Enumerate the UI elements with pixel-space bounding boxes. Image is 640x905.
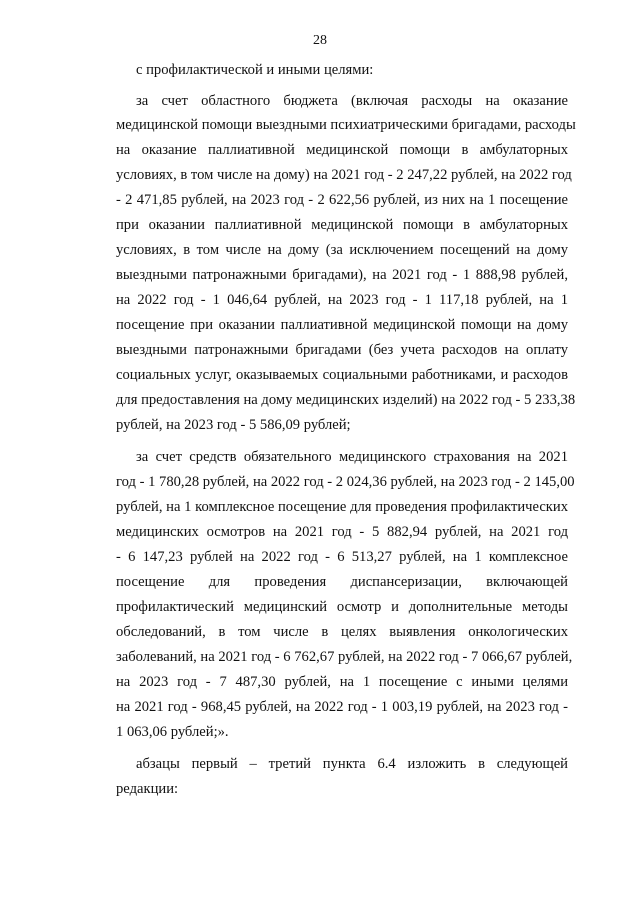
- text-line: с профилактической и иными целями:: [136, 62, 374, 78]
- text-line: на 2022 год - 1 046,64 рублей, на 2023 год - 1 117,18 рублей, на 1: [116, 292, 568, 308]
- text-line: - 6 147,23 рублей на 2022 год - 6 513,27 рублей, на 1 комплексное: [116, 549, 568, 565]
- text-line: социальных услуг, оказываемых социальными работниками, и расходов: [116, 367, 568, 383]
- text-line: профилактический медицинский осмотр и дополнительные методы: [116, 599, 568, 615]
- text-line: медицинских осмотров на 2021 год - 5 882,94 рублей, на 2021 год: [116, 524, 568, 540]
- text-line: рублей, на 2023 год - 5 586,09 рублей;: [116, 417, 351, 433]
- text-line: при оказании паллиативной медицинской помощи в амбулаторных: [116, 217, 568, 233]
- text-line: условиях, в том числе на дому (за исключением посещений на дому: [116, 242, 568, 258]
- text-line: посещение для проведения диспансеризации, включающей: [116, 574, 568, 590]
- page-number: 28: [313, 33, 327, 48]
- text-line: - 2 471,85 рублей, на 2023 год - 2 622,56 рублей, из них на 1 посещение: [116, 192, 568, 208]
- text-line: медицинской помощи выездными психиатрическими бригадами, расходы: [116, 117, 576, 133]
- text-line: посещение при оказании паллиативной медицинской помощи на дому: [116, 317, 568, 333]
- text-line: год - 1 780,28 рублей, на 2022 год - 2 024,36 рублей, на 2023 год - 2 145,00: [116, 474, 575, 490]
- text-line: на 2023 год - 7 487,30 рублей, на 1 посещение с иными целями: [116, 674, 568, 690]
- text-line: за счет областного бюджета (включая расходы на оказание: [136, 93, 568, 109]
- text-line: на 2021 год - 968,45 рублей, на 2022 год - 1 003,19 рублей, на 2023 год -: [116, 699, 568, 715]
- text-line: выездными патронажными бригадами), на 2021 год - 1 888,98 рублей,: [116, 267, 568, 283]
- text-line: на оказание паллиативной медицинской помощи в амбулаторных: [116, 142, 568, 158]
- text-line: редакции:: [116, 781, 179, 797]
- text-line: для предоставления на дому медицинских изделий) на 2022 год - 5 233,38: [116, 392, 576, 408]
- text-line: 1 063,06 рублей;».: [116, 724, 229, 740]
- text-line: обследований, в том числе в целях выявления онкологических: [116, 624, 568, 640]
- text-line: заболеваний, на 2021 год - 6 762,67 рублей, на 2022 год - 7 066,67 рублей,: [116, 649, 573, 665]
- text-line: за счет средств обязательного медицинского страхования на 2021: [136, 449, 568, 465]
- text-line: рублей, на 1 комплексное посещение для проведения профилактических: [116, 499, 568, 515]
- text-line: выездными патронажными бригадами (без учета расходов на оплату: [116, 342, 568, 358]
- text-line: условиях, в том числе на дому) на 2021 год - 2 247,22 рублей, на 2022 год: [116, 167, 572, 183]
- text-line: абзацы первый – третий пункта 6.4 изложить в следующей: [136, 756, 568, 772]
